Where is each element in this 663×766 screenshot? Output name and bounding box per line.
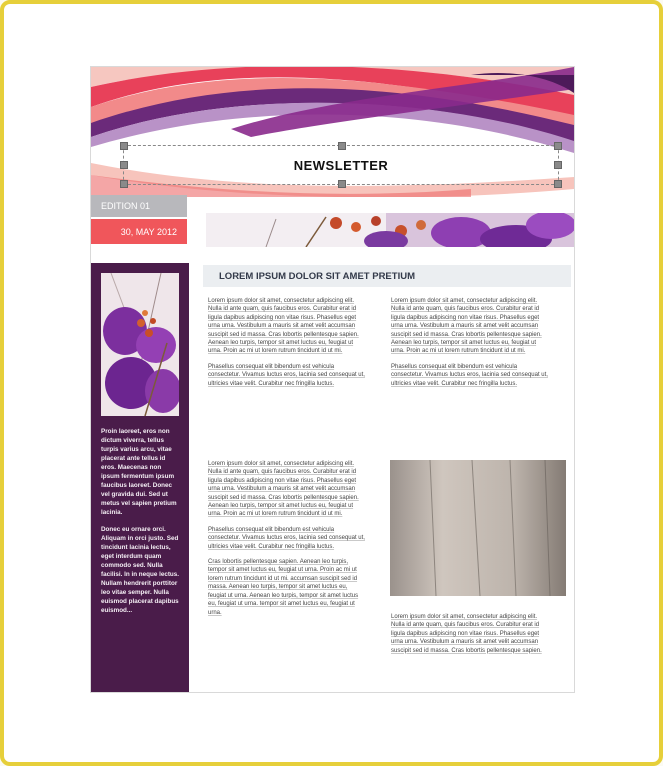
hero-flower-image (206, 213, 574, 247)
right-column-top (391, 297, 549, 395)
left-column-top (208, 297, 366, 395)
newsletter-title[interactable]: NEWSLETTER (293, 157, 389, 173)
title-textbox[interactable] (123, 145, 559, 185)
body-paragraph: Phasellus consequat elit bibendum est vehicula consectetur. Vivamus luctus eros, lacinia sed consequat ut, ultricies vitae velit. Curabitur nec fringilla luctus. (208, 363, 365, 387)
edition-label: EDITION 01 (91, 195, 187, 217)
sidebar-paragraph: Donec eu ornare orci. Aliquam in orci justo. Sed tincidunt lacinia lectus, eget interdum quam commodo sed. Nulla facilisi. In in neque lectus. Nullam hendrerit porttitor leo vitae semper. Nulla euismod placerat dapibus euismod... (101, 526, 180, 614)
body-paragraph: Lorem ipsum dolor sit amet, consectetur adipiscing elit. Nulla id ante quam, quis faucibus eros. Curabitur erat id ligula dapibus adipiscing non vitae risus. Phasellus eget urna urna. Vestibulum a mauris sit amet velit accumsan suscipit sed id massa. Cras lobortis pellentesque sapien. Aenean leo turpis, tempor sit amet luctus eu, feugiat ut urna. Proin ac mi ut lorem rutrum tincidunt id ut mi. (208, 461, 359, 518)
body-paragraph: Phasellus consequat elit bibendum est vehicula consectetur. Vivamus luctus eros, lacinia sed consequat ut, ultricies vitae velit. Curabitur nec fringilla luctus. (391, 363, 548, 387)
sidebar (91, 263, 189, 692)
body-paragraph: Lorem ipsum dolor sit amet, consectetur adipiscing elit. Nulla id ante quam, quis faucibus eros. Curabitur erat id ligula dapibus adipiscing non vitae risus. Phasellus eget urna urna. Vestibulum a mauris sit amet velit accumsan suscipit sed id massa. Cras lobortis pellentesque sapien. (391, 614, 542, 654)
date-label: 30, MAY 2012 (91, 219, 187, 244)
article-headline: LOREM IPSUM DOLOR SIT AMET PRETIUM (203, 265, 571, 287)
right-column-bottom (391, 613, 549, 662)
sidebar-flower-image (101, 273, 179, 416)
newsletter-page (90, 66, 575, 693)
body-paragraph: Phasellus consequat elit bibendum est vehicula consectetur. Vivamus luctus eros, lacinia sed consequat ut, ultricies vitae velit. Curabitur nec fringilla luctus. (208, 526, 365, 550)
sidebar-paragraph: Proin laoreet, eros non dictum viverra, tellus turpis varius arcu, vitae placerat ante tellus id eros. Maecenas non ipsum fermentum ipsum faucibus laoreet. Donec vel gravida dui. Sed ut metus vel sapien pretium lacinia. (101, 428, 177, 516)
wall-photo (390, 460, 566, 596)
body-paragraph: Cras lobortis pellentesque sapien. Aenean leo turpis, tempor sit amet luctus eu, feugiat ut urna. Proin ac mi ut lorem rutrum tincidunt id ut mi. accumsan suscipit sed id massa. Aenean leo turpis, tempor sit amet luctus eu, feugiat ut urna. Aenean leo turpis, tempor sit amet luctus eu, feugiat ut urna. tempor sit amet luctus eu, feugiat ut urna. (208, 559, 359, 616)
left-column-bottom (208, 460, 366, 624)
sidebar-text (101, 427, 181, 623)
body-paragraph: Lorem ipsum dolor sit amet, consectetur adipiscing elit. Nulla id ante quam, quis faucibus eros. Curabitur erat id ligula dapibus adipiscing non vitae risus. Phasellus eget urna urna. Vestibulum a mauris sit amet velit accumsan suscipit sed id massa. Cras lobortis pellentesque sapien. Aenean leo turpis, tempor sit amet luctus eu, feugiat ut urna. Proin ac mi ut lorem rutrum tincidunt id ut mi. (391, 298, 542, 355)
body-paragraph: Lorem ipsum dolor sit amet, consectetur adipiscing elit. Nulla id ante quam, quis faucibus eros. Curabitur erat id ligula dapibus adipiscing non vitae risus. Phasellus eget urna urna. Vestibulum a mauris sit amet velit accumsan suscipit sed id massa. Cras lobortis pellentesque sapien. Aenean leo turpis, tempor sit amet luctus eu, feugiat ut urna. Proin ac mi ut lorem rutrum tincidunt id ut mi. (208, 298, 359, 355)
